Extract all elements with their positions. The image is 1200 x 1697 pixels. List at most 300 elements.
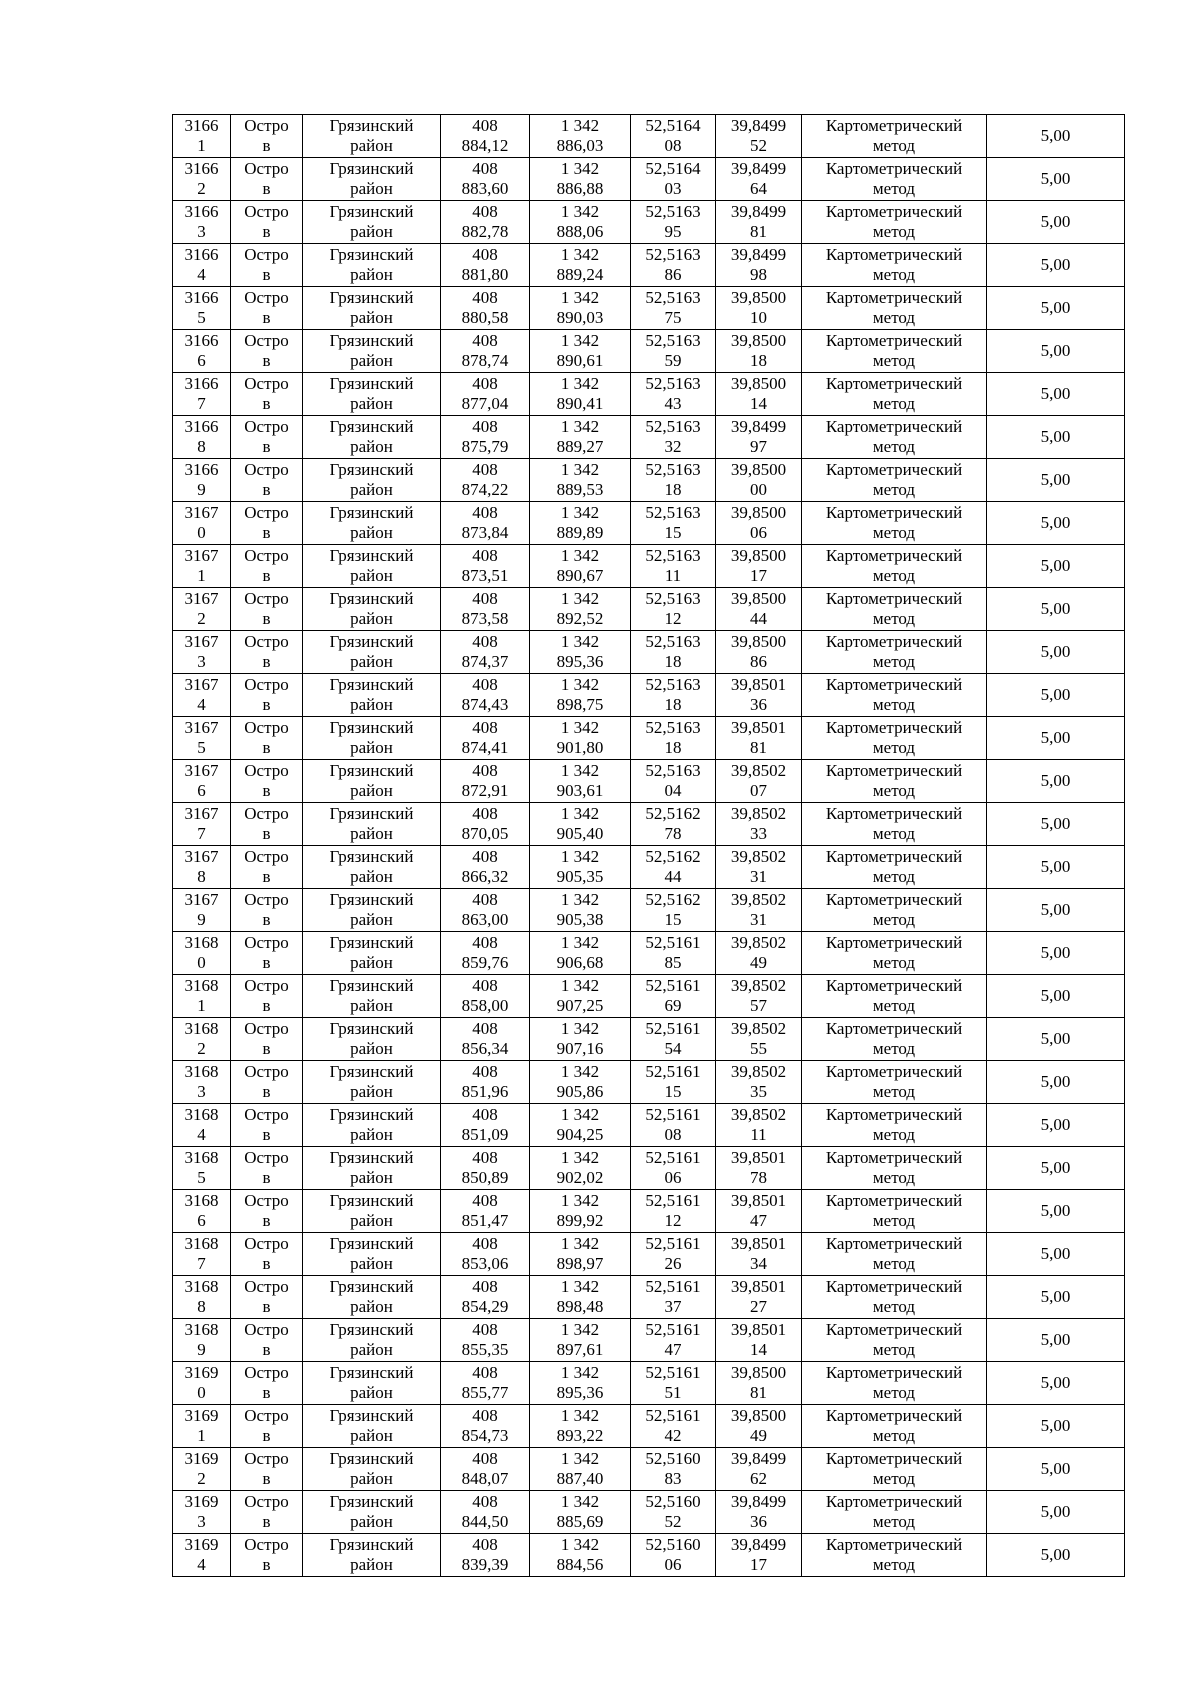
point-number-cell bbox=[173, 1018, 231, 1061]
longitude-cell bbox=[716, 975, 802, 1018]
point-number-cell-line: 3167 bbox=[184, 890, 219, 909]
y-coordinate-cell-line: 897,61 bbox=[556, 1340, 604, 1359]
district-cell-line: Грязинский bbox=[329, 288, 414, 307]
x-coordinate-cell-line: 408 bbox=[472, 761, 498, 780]
y-coordinate-cell bbox=[530, 115, 631, 158]
district-cell-line: Грязинский bbox=[329, 374, 414, 393]
method-cell-line: Картометрический bbox=[825, 976, 963, 995]
method-cell-line: метод bbox=[872, 1297, 916, 1316]
accuracy-cell: 5,00 bbox=[987, 1448, 1125, 1491]
x-coordinate-cell bbox=[441, 244, 530, 287]
latitude-cell-line: 12 bbox=[664, 1211, 682, 1230]
district-cell bbox=[303, 1448, 441, 1491]
table-row bbox=[173, 373, 1125, 416]
district-cell bbox=[303, 330, 441, 373]
y-coordinate-cell-line: 890,61 bbox=[556, 351, 604, 370]
district-cell-line: Грязинский bbox=[329, 1406, 414, 1425]
latitude-cell-line: 15 bbox=[664, 1082, 682, 1101]
x-coordinate-cell-line: 408 bbox=[472, 1492, 498, 1511]
x-coordinate-cell-line: 408 bbox=[472, 159, 498, 178]
x-coordinate-cell-line: 848,07 bbox=[461, 1469, 509, 1488]
point-number-cell-line: 3 bbox=[197, 1512, 206, 1531]
y-coordinate-cell bbox=[530, 1018, 631, 1061]
x-coordinate-cell bbox=[441, 1104, 530, 1147]
y-coordinate-cell-line: 1 342 bbox=[560, 288, 600, 307]
district-cell bbox=[303, 1233, 441, 1276]
method-cell-line: Картометрический bbox=[825, 804, 963, 823]
method-cell-line: Картометрический bbox=[825, 1105, 963, 1124]
latitude-cell bbox=[631, 1448, 716, 1491]
accuracy-cell: 5,00 bbox=[987, 1319, 1125, 1362]
point-number-cell bbox=[173, 459, 231, 502]
table-row bbox=[173, 1147, 1125, 1190]
accuracy-cell: 5,00 bbox=[987, 1190, 1125, 1233]
y-coordinate-cell-line: 884,56 bbox=[556, 1555, 604, 1574]
point-number-cell-line: 3168 bbox=[184, 1234, 219, 1253]
method-cell bbox=[802, 1147, 987, 1190]
district-cell-line: район bbox=[350, 566, 393, 585]
district-cell-line: район bbox=[350, 437, 393, 456]
object-type-cell-line: Остро bbox=[244, 460, 289, 479]
y-coordinate-cell-line: 1 342 bbox=[560, 1406, 600, 1425]
point-number-cell-line: 4 bbox=[197, 1555, 206, 1574]
method-cell bbox=[802, 975, 987, 1018]
object-type-cell-line: в bbox=[262, 394, 271, 413]
point-number-cell-line: 3166 bbox=[184, 159, 219, 178]
point-number-cell-line: 3166 bbox=[184, 202, 219, 221]
method-cell-line: Картометрический bbox=[825, 1277, 963, 1296]
latitude-cell bbox=[631, 1018, 716, 1061]
y-coordinate-cell-line: 886,88 bbox=[556, 179, 604, 198]
x-coordinate-cell bbox=[441, 201, 530, 244]
x-coordinate-cell-line: 873,51 bbox=[461, 566, 509, 585]
x-coordinate-cell bbox=[441, 932, 530, 975]
y-coordinate-cell bbox=[530, 717, 631, 760]
table-row bbox=[173, 115, 1125, 158]
method-cell bbox=[802, 1276, 987, 1319]
x-coordinate-cell-line: 408 bbox=[472, 976, 498, 995]
method-cell bbox=[802, 760, 987, 803]
longitude-cell-line: 31 bbox=[750, 910, 767, 929]
district-cell-line: Грязинский bbox=[329, 675, 414, 694]
table-row bbox=[173, 201, 1125, 244]
point-number-cell-line: 3169 bbox=[184, 1449, 219, 1468]
object-type-cell-line: в bbox=[262, 265, 271, 284]
district-cell-line: район bbox=[350, 996, 393, 1015]
district-cell bbox=[303, 158, 441, 201]
object-type-cell-line: в bbox=[262, 652, 271, 671]
longitude-cell-line: 39,8501 bbox=[730, 1320, 787, 1339]
method-cell bbox=[802, 373, 987, 416]
object-type-cell-line: в bbox=[262, 953, 271, 972]
object-type-cell-line: Остро bbox=[244, 288, 289, 307]
longitude-cell-line: 49 bbox=[750, 953, 767, 972]
accuracy-cell: 5,00 bbox=[987, 717, 1125, 760]
method-cell-line: метод bbox=[872, 523, 916, 542]
x-coordinate-cell bbox=[441, 1534, 530, 1577]
latitude-cell-line: 52 bbox=[664, 1512, 682, 1531]
longitude-cell-line: 39,8501 bbox=[730, 718, 787, 737]
longitude-cell-line: 39,8499 bbox=[730, 417, 787, 436]
point-number-cell-line: 3169 bbox=[184, 1406, 219, 1425]
method-cell bbox=[802, 1491, 987, 1534]
x-coordinate-cell-line: 863,00 bbox=[461, 910, 509, 929]
object-type-cell-line: в bbox=[262, 1555, 271, 1574]
district-cell bbox=[303, 803, 441, 846]
table-row bbox=[173, 846, 1125, 889]
y-coordinate-cell bbox=[530, 287, 631, 330]
y-coordinate-cell-line: 1 342 bbox=[560, 1105, 600, 1124]
accuracy-cell: 5,00 bbox=[987, 760, 1125, 803]
district-cell-line: район bbox=[350, 738, 393, 757]
point-number-cell-line: 0 bbox=[197, 523, 206, 542]
longitude-cell-line: 81 bbox=[750, 738, 767, 757]
district-cell-line: Грязинский bbox=[329, 417, 414, 436]
district-cell-line: район bbox=[350, 351, 393, 370]
x-coordinate-cell-line: 839,39 bbox=[461, 1555, 509, 1574]
latitude-cell-line: 08 bbox=[664, 1125, 682, 1144]
object-type-cell bbox=[231, 803, 303, 846]
method-cell-line: метод bbox=[872, 179, 916, 198]
longitude-cell-line: 39,8500 bbox=[730, 331, 787, 350]
point-number-cell-line: 3166 bbox=[184, 331, 219, 350]
district-cell-line: район bbox=[350, 1340, 393, 1359]
method-cell-line: метод bbox=[872, 351, 916, 370]
object-type-cell-line: в bbox=[262, 1039, 271, 1058]
point-number-cell-line: 1 bbox=[197, 136, 206, 155]
x-coordinate-cell-line: 408 bbox=[472, 1363, 498, 1382]
x-coordinate-cell bbox=[441, 1147, 530, 1190]
point-number-cell bbox=[173, 158, 231, 201]
object-type-cell bbox=[231, 717, 303, 760]
table-row bbox=[173, 502, 1125, 545]
object-type-cell bbox=[231, 1534, 303, 1577]
x-coordinate-cell-line: 408 bbox=[472, 632, 498, 651]
object-type-cell bbox=[231, 1018, 303, 1061]
longitude-cell-line: 11 bbox=[750, 1125, 767, 1144]
table-row bbox=[173, 1405, 1125, 1448]
object-type-cell-line: Остро bbox=[244, 1234, 289, 1253]
table-row bbox=[173, 932, 1125, 975]
point-number-cell bbox=[173, 545, 231, 588]
x-coordinate-cell bbox=[441, 889, 530, 932]
method-cell-line: Картометрический bbox=[825, 417, 963, 436]
x-coordinate-cell-line: 408 bbox=[472, 804, 498, 823]
latitude-cell bbox=[631, 1190, 716, 1233]
point-number-cell-line: 6 bbox=[197, 781, 206, 800]
district-cell bbox=[303, 545, 441, 588]
longitude-cell-line: 31 bbox=[750, 867, 767, 886]
latitude-cell bbox=[631, 1319, 716, 1362]
point-number-cell-line: 3 bbox=[197, 652, 206, 671]
district-cell-line: район bbox=[350, 910, 393, 929]
latitude-cell-line: 52,5163 bbox=[645, 761, 701, 780]
district-cell-line: Грязинский bbox=[329, 1320, 414, 1339]
latitude-cell-line: 52,5163 bbox=[645, 417, 701, 436]
latitude-cell-line: 52,5163 bbox=[645, 503, 701, 522]
longitude-cell-line: 86 bbox=[750, 652, 767, 671]
latitude-cell-line: 18 bbox=[664, 695, 682, 714]
latitude-cell-line: 18 bbox=[664, 738, 682, 757]
table-row bbox=[173, 330, 1125, 373]
latitude-cell-line: 59 bbox=[664, 351, 682, 370]
accuracy-cell: 5,00 bbox=[987, 1104, 1125, 1147]
method-cell-line: метод bbox=[872, 1254, 916, 1273]
x-coordinate-cell-line: 408 bbox=[472, 933, 498, 952]
district-cell bbox=[303, 588, 441, 631]
x-coordinate-cell bbox=[441, 631, 530, 674]
x-coordinate-cell-line: 882,78 bbox=[461, 222, 509, 241]
object-type-cell-line: Остро bbox=[244, 374, 289, 393]
point-number-cell-line: 0 bbox=[197, 953, 206, 972]
point-number-cell bbox=[173, 201, 231, 244]
district-cell-line: Грязинский bbox=[329, 847, 414, 866]
method-cell bbox=[802, 1104, 987, 1147]
method-cell-line: Картометрический bbox=[825, 1062, 963, 1081]
point-number-cell-line: 3169 bbox=[184, 1535, 219, 1554]
district-cell-line: Грязинский bbox=[329, 1105, 414, 1124]
latitude-cell bbox=[631, 631, 716, 674]
district-cell bbox=[303, 416, 441, 459]
method-cell-line: Картометрический bbox=[825, 116, 963, 135]
object-type-cell-line: в bbox=[262, 1125, 271, 1144]
y-coordinate-cell-line: 905,38 bbox=[556, 910, 604, 929]
method-cell-line: Картометрический bbox=[825, 245, 963, 264]
point-number-cell-line: 3169 bbox=[184, 1492, 219, 1511]
method-cell-line: Картометрический bbox=[825, 1320, 963, 1339]
y-coordinate-cell-line: 1 342 bbox=[560, 1492, 600, 1511]
latitude-cell-line: 15 bbox=[664, 910, 682, 929]
method-cell-line: метод bbox=[872, 652, 916, 671]
method-cell bbox=[802, 158, 987, 201]
object-type-cell bbox=[231, 932, 303, 975]
method-cell-line: метод bbox=[872, 996, 916, 1015]
district-cell-line: район bbox=[350, 1297, 393, 1316]
latitude-cell-line: 52,5163 bbox=[645, 632, 701, 651]
object-type-cell-line: Остро bbox=[244, 675, 289, 694]
y-coordinate-cell-line: 887,40 bbox=[556, 1469, 604, 1488]
latitude-cell-line: 52,5161 bbox=[645, 1406, 701, 1425]
district-cell bbox=[303, 674, 441, 717]
x-coordinate-cell bbox=[441, 1018, 530, 1061]
method-cell-line: Картометрический bbox=[825, 589, 963, 608]
y-coordinate-cell-line: 907,25 bbox=[556, 996, 604, 1015]
point-number-cell bbox=[173, 631, 231, 674]
point-number-cell bbox=[173, 846, 231, 889]
point-number-cell-line: 7 bbox=[197, 394, 206, 413]
table-row bbox=[173, 1233, 1125, 1276]
method-cell bbox=[802, 588, 987, 631]
longitude-cell bbox=[716, 1104, 802, 1147]
district-cell-line: район bbox=[350, 1211, 393, 1230]
district-cell bbox=[303, 1534, 441, 1577]
x-coordinate-cell bbox=[441, 1319, 530, 1362]
table-row bbox=[173, 588, 1125, 631]
method-cell-line: Картометрический bbox=[825, 374, 963, 393]
object-type-cell-line: в bbox=[262, 1512, 271, 1531]
object-type-cell bbox=[231, 1405, 303, 1448]
method-cell-line: метод bbox=[872, 1555, 916, 1574]
district-cell bbox=[303, 1104, 441, 1147]
longitude-cell-line: 39,8501 bbox=[730, 1234, 787, 1253]
method-cell-line: Картометрический bbox=[825, 847, 963, 866]
district-cell-line: район bbox=[350, 695, 393, 714]
point-number-cell-line: 5 bbox=[197, 738, 206, 757]
point-number-cell bbox=[173, 674, 231, 717]
point-number-cell bbox=[173, 889, 231, 932]
method-cell bbox=[802, 1233, 987, 1276]
method-cell bbox=[802, 1061, 987, 1104]
method-cell-line: Картометрический bbox=[825, 460, 963, 479]
district-cell-line: Грязинский bbox=[329, 976, 414, 995]
y-coordinate-cell-line: 1 342 bbox=[560, 1320, 600, 1339]
y-coordinate-cell bbox=[530, 760, 631, 803]
table-row bbox=[173, 760, 1125, 803]
object-type-cell-line: в bbox=[262, 1469, 271, 1488]
method-cell-line: Картометрический bbox=[825, 1363, 963, 1382]
district-cell bbox=[303, 1061, 441, 1104]
district-cell bbox=[303, 932, 441, 975]
latitude-cell bbox=[631, 330, 716, 373]
longitude-cell bbox=[716, 1448, 802, 1491]
x-coordinate-cell-line: 877,04 bbox=[461, 394, 509, 413]
point-number-cell bbox=[173, 373, 231, 416]
table-row bbox=[173, 1534, 1125, 1577]
x-coordinate-cell-line: 884,12 bbox=[461, 136, 509, 155]
y-coordinate-cell bbox=[530, 1534, 631, 1577]
method-cell-line: Картометрический bbox=[825, 675, 963, 694]
object-type-cell-line: Остро bbox=[244, 933, 289, 952]
longitude-cell bbox=[716, 1362, 802, 1405]
object-type-cell-line: Остро bbox=[244, 546, 289, 565]
longitude-cell-line: 39,8500 bbox=[730, 288, 787, 307]
method-cell bbox=[802, 459, 987, 502]
longitude-cell-line: 34 bbox=[750, 1254, 767, 1273]
y-coordinate-cell-line: 1 342 bbox=[560, 847, 600, 866]
longitude-cell-line: 39,8500 bbox=[730, 374, 787, 393]
y-coordinate-cell-line: 1 342 bbox=[560, 245, 600, 264]
y-coordinate-cell-line: 1 342 bbox=[560, 761, 600, 780]
y-coordinate-cell bbox=[530, 416, 631, 459]
object-type-cell bbox=[231, 416, 303, 459]
method-cell-line: метод bbox=[872, 1039, 916, 1058]
object-type-cell bbox=[231, 1190, 303, 1233]
coordinates-table bbox=[172, 114, 1125, 1577]
x-coordinate-cell-line: 408 bbox=[472, 460, 498, 479]
latitude-cell bbox=[631, 373, 716, 416]
accuracy-cell: 5,00 bbox=[987, 803, 1125, 846]
district-cell-line: район bbox=[350, 179, 393, 198]
longitude-cell-line: 39,8500 bbox=[730, 1406, 787, 1425]
longitude-cell-line: 47 bbox=[750, 1211, 767, 1230]
district-cell-line: Грязинский bbox=[329, 245, 414, 264]
longitude-cell-line: 44 bbox=[750, 609, 767, 628]
method-cell bbox=[802, 115, 987, 158]
object-type-cell bbox=[231, 158, 303, 201]
point-number-cell bbox=[173, 330, 231, 373]
y-coordinate-cell-line: 1 342 bbox=[560, 417, 600, 436]
longitude-cell-line: 39,8502 bbox=[730, 976, 787, 995]
y-coordinate-cell-line: 1 342 bbox=[560, 804, 600, 823]
y-coordinate-cell-line: 1 342 bbox=[560, 718, 600, 737]
point-number-cell bbox=[173, 760, 231, 803]
y-coordinate-cell-line: 906,68 bbox=[556, 953, 604, 972]
x-coordinate-cell-line: 844,50 bbox=[461, 1512, 509, 1531]
latitude-cell-line: 95 bbox=[664, 222, 682, 241]
longitude-cell bbox=[716, 244, 802, 287]
point-number-cell bbox=[173, 1276, 231, 1319]
y-coordinate-cell bbox=[530, 1061, 631, 1104]
accuracy-cell: 5,00 bbox=[987, 287, 1125, 330]
latitude-cell-line: 37 bbox=[664, 1297, 682, 1316]
method-cell-line: Картометрический bbox=[825, 632, 963, 651]
latitude-cell bbox=[631, 1276, 716, 1319]
method-cell-line: Картометрический bbox=[825, 718, 963, 737]
object-type-cell bbox=[231, 502, 303, 545]
table-row bbox=[173, 1362, 1125, 1405]
x-coordinate-cell-line: 874,37 bbox=[461, 652, 509, 671]
point-number-cell bbox=[173, 502, 231, 545]
method-cell-line: метод bbox=[872, 222, 916, 241]
district-cell-line: район bbox=[350, 867, 393, 886]
latitude-cell-line: 52,5161 bbox=[645, 1191, 701, 1210]
object-type-cell bbox=[231, 201, 303, 244]
y-coordinate-cell bbox=[530, 1319, 631, 1362]
table-row bbox=[173, 287, 1125, 330]
point-number-cell-line: 6 bbox=[197, 1211, 206, 1230]
latitude-cell-line: 51 bbox=[664, 1383, 682, 1402]
accuracy-cell: 5,00 bbox=[987, 158, 1125, 201]
x-coordinate-cell bbox=[441, 975, 530, 1018]
y-coordinate-cell bbox=[530, 674, 631, 717]
x-coordinate-cell-line: 874,41 bbox=[461, 738, 509, 757]
longitude-cell-line: 39,8499 bbox=[730, 1535, 787, 1554]
object-type-cell-line: Остро bbox=[244, 1492, 289, 1511]
object-type-cell-line: в bbox=[262, 523, 271, 542]
point-number-cell-line: 3 bbox=[197, 222, 206, 241]
district-cell-line: Грязинский bbox=[329, 890, 414, 909]
latitude-cell bbox=[631, 588, 716, 631]
y-coordinate-cell bbox=[530, 1491, 631, 1534]
x-coordinate-cell-line: 850,89 bbox=[461, 1168, 509, 1187]
latitude-cell-line: 52,5161 bbox=[645, 1363, 701, 1382]
accuracy-cell: 5,00 bbox=[987, 631, 1125, 674]
latitude-cell-line: 52,5161 bbox=[645, 1320, 701, 1339]
y-coordinate-cell-line: 895,36 bbox=[556, 652, 604, 671]
latitude-cell bbox=[631, 416, 716, 459]
point-number-cell bbox=[173, 416, 231, 459]
district-cell-line: район bbox=[350, 480, 393, 499]
method-cell-line: Картометрический bbox=[825, 1406, 963, 1425]
point-number-cell-line: 3168 bbox=[184, 1062, 219, 1081]
point-number-cell-line: 3168 bbox=[184, 1191, 219, 1210]
district-cell-line: район bbox=[350, 1254, 393, 1273]
latitude-cell-line: 52,5161 bbox=[645, 976, 701, 995]
table-row bbox=[173, 1276, 1125, 1319]
x-coordinate-cell-line: 408 bbox=[472, 546, 498, 565]
x-coordinate-cell-line: 408 bbox=[472, 890, 498, 909]
longitude-cell-line: 39,8501 bbox=[730, 1277, 787, 1296]
y-coordinate-cell-line: 892,52 bbox=[556, 609, 604, 628]
table-row bbox=[173, 545, 1125, 588]
object-type-cell bbox=[231, 674, 303, 717]
district-cell bbox=[303, 1276, 441, 1319]
y-coordinate-cell-line: 895,36 bbox=[556, 1383, 604, 1402]
district-cell-line: Грязинский bbox=[329, 589, 414, 608]
district-cell-line: район bbox=[350, 824, 393, 843]
method-cell bbox=[802, 330, 987, 373]
point-number-cell bbox=[173, 287, 231, 330]
